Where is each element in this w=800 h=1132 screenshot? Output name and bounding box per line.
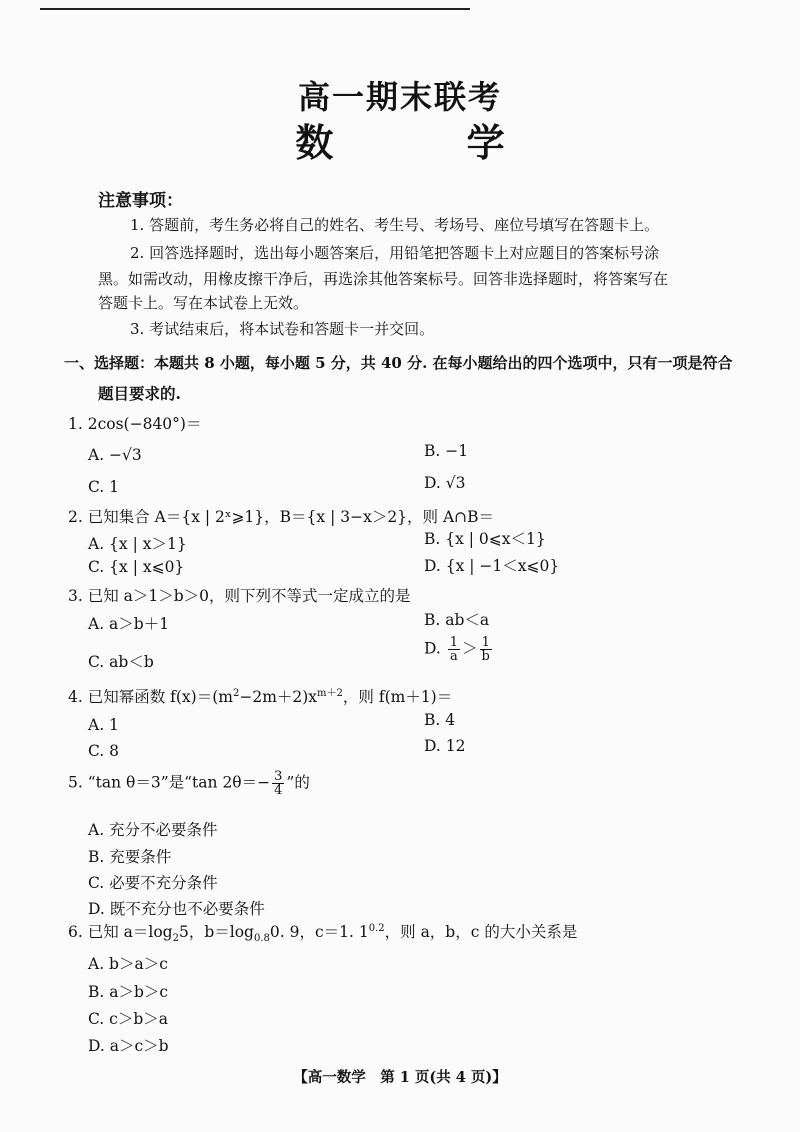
page-footer: 【高一数学 第 1 页(共 4 页)】 [293,1069,507,1086]
q3-option-a: A. a＞b＋1 [88,615,170,633]
q5-option-d: D. 既不充分也不必要条件 [88,900,265,918]
subject-title: 数 学 [295,120,565,165]
question-2-stem: 2. 已知集合 A＝{x | 2ˣ⩾1}，B＝{x | 3−x＞2}，则 A∩B＝ [68,508,495,526]
q3-option-d-label: D. [424,639,441,658]
notice-line-5: 3. 考试结束后，将本试卷和答题卡一并交回。 [130,320,435,338]
q5-option-a: A. 充分不必要条件 [88,821,218,839]
q6-option-c: C. c＞b＞a [88,1010,169,1028]
q3-relation: ＞ [462,639,478,658]
q4-option-c: C. 8 [88,742,120,760]
q6-option-b: B. a＞b＞c [88,983,169,1001]
q3-option-b: B. ab＜a [424,611,490,629]
q3-fraction-1: $\frac{1}{a}$ [449,635,459,664]
q3-fraction-2: $\frac{1}{b}$ [481,635,490,664]
q6-option-d: D. a＞c＞b [88,1037,169,1055]
notice-line-1: 1. 答题前，考生务必将自己的姓名、考生号、考场号、座位号填写在答题卡上。 [130,216,660,234]
notice-line-4: 答题卡上。写在本试卷上无效。 [98,294,309,312]
q4-option-d: D. 12 [424,737,466,755]
q2-option-a: A. {x | x＞1} [88,535,187,553]
q4-option-a: A. 1 [88,716,119,734]
question-6-stem: 6. 已知 $a=\log_25$，$b=\log_{0.8}0$. 9，c＝1. $1^{0.2}$，则 a，b，c 的大小关系是 [68,922,578,945]
q2-option-b: B. {x | 0⩽x＜1} [424,530,546,548]
q4-option-b: B. 4 [424,711,456,729]
q1-option-c: C. 1 [88,478,120,496]
question-3-stem: 3. 已知 a＞1＞b＞0，则下列不等式一定成立的是 [68,587,411,605]
q5-option-c: C. 必要不充分条件 [88,874,218,892]
question-4-stem: 4. 已知幂函数 $f(x)=(m^2-2m+2)x^{m+2}$，则 f(m＋1)＝ [68,688,453,707]
question-1-stem: 1. 2cos(−840°)＝ [68,415,202,433]
section-heading-cont: 题目要求的. [98,384,181,403]
question-5-stem: 5. “tan θ＝3”是“tan 2θ＝− $\frac{3}{4}$ ”的 [68,769,310,798]
q3-option-c: C. ab＜b [88,653,154,671]
q3-option-d [424,636,494,663]
notice-line-2: 2. 回答选择题时，选出每小题答案后，用铅笔把答题卡上对应题目的答案标号涂 [130,244,660,262]
q1-option-a: A. −√3 [88,446,142,464]
section-heading: 一、选择题：本题共 8 小题，每小题 5 分，共 40 分. 在每小题给出的四个选项中，只有一项是符合 [64,354,733,372]
top-rule [40,8,470,10]
exam-title: 高一期末联考 [297,78,502,116]
q2-option-d: D. {x | −1＜x⩽0} [424,557,560,575]
q1-option-d: D. √3 [424,474,466,492]
q2-option-c: C. {x | x⩽0} [88,558,185,576]
q6-option-a: A. b＞a＞c [88,955,168,973]
q5-fraction: $\frac{3}{4}$ [274,769,283,798]
notice-line-3: 黑。如需改动，用橡皮擦干净后，再选涂其他答案标号。回答非选择题时，将答案写在 [98,270,669,288]
notice-heading: 注意事项： [98,191,183,211]
q5-option-b: B. 充要条件 [88,848,172,866]
q1-option-b: B. −1 [424,442,469,460]
